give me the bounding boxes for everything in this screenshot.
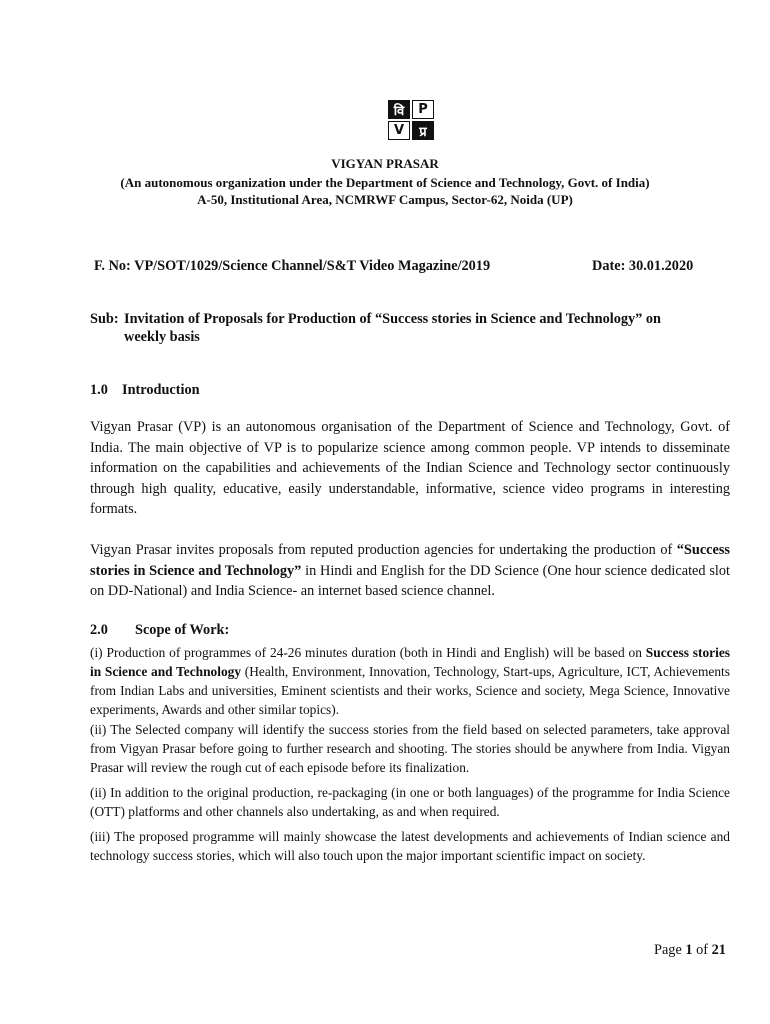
scope-item-3: (ii) In addition to the original production, re-packaging (in one or both languages) of the programme for India Science (OTT) platforms and other channels also undertaking, as and when required. <box>90 785 730 819</box>
file-number: F. No: VP/SOT/1029/Science Channel/S&T Video Magazine/2019 <box>94 258 491 274</box>
subject-line-1: Invitation of Proposals for Production of “Success stories in Science and Technology” on <box>124 311 661 327</box>
page-total: 21 <box>711 942 726 958</box>
scope-item-1-text-a: (i) Production of programmes of 24-26 minutes duration (both in Hindi and English) will be based on <box>90 645 646 660</box>
intro-paragraph-2-bold: “Success stories in Science and Technology” <box>90 542 730 579</box>
subject-label: Sub: <box>90 311 119 327</box>
scope-heading: Scope of Work: <box>135 622 230 638</box>
intro-heading: Introduction <box>122 382 200 398</box>
intro-paragraph-2-text-b: in Hindi and English for the DD Science (One hour science dedicated slot on DD-National) and India Science- an internet based science channel. <box>90 562 730 599</box>
intro-paragraph-2-text-a: Vigyan Prasar invites proposals from reputed production agencies for undertaking the production of <box>90 542 677 558</box>
scope-item-1 <box>90 643 730 719</box>
org-name: VIGYAN PRASAR <box>331 156 439 171</box>
document-date: Date: 30.01.2020 <box>592 258 694 274</box>
subject-line-2: weekly basis <box>124 329 200 345</box>
intro-number: 1.0 <box>90 382 108 398</box>
page-indicator <box>654 942 726 959</box>
scope-item-4: (iii) The proposed programme will mainly showcase the latest developments and achievements of Indian science and technology success stories, which will also touch upon the major important scientific impact on society. <box>90 829 730 863</box>
logo-cell-vi: वि <box>388 100 410 119</box>
intro-paragraph-1: Vigyan Prasar (VP) is an autonomous organisation of the Department of Science and Technology, Govt. of India. The main objective of VP is to popularize science among common people. VP intends to disseminate information on the capabilities and achievements of the Indian Science and Technology sector continuously through high quality, educative, easily understandable, informative, science video programs in interesting formats. <box>90 419 730 517</box>
scope-item-1-bold: Success stories in Science and Technology <box>90 645 730 679</box>
scope-number: 2.0 <box>90 622 108 638</box>
vigyan-prasar-logo <box>388 100 434 140</box>
logo-cell-v: V <box>388 121 410 140</box>
org-subtitle: (An autonomous organization under the Department of Science and Technology, Govt. of India) <box>120 175 650 190</box>
logo-cell-pra: प्र <box>412 121 434 140</box>
org-address: A-50, Institutional Area, NCMRWF Campus, Sector-62, Noida (UP) <box>197 192 573 207</box>
page-of-word: of <box>696 942 709 958</box>
page-number: 1 <box>685 942 693 958</box>
page-word: Page <box>654 942 682 958</box>
intro-paragraph-2 <box>90 540 730 602</box>
scope-item-1-text-b: (Health, Environment, Innovation, Technology, Start-ups, Agriculture, ICT, Achievements from Indian Labs and universities, Eminent scientists and their works, Science and society, Mega Science, Innovative experiments, Awards and other similar topics). <box>90 664 730 717</box>
logo-cell-p: P <box>412 100 434 119</box>
scope-item-2: (ii) The Selected company will identify the success stories from the field based on selected parameters, take approval from Vigyan Prasar before going to further research and shooting. The stories should be anywhere from India. Vigyan Prasar will review the rough cut of each episode before its finalization. <box>90 722 730 775</box>
